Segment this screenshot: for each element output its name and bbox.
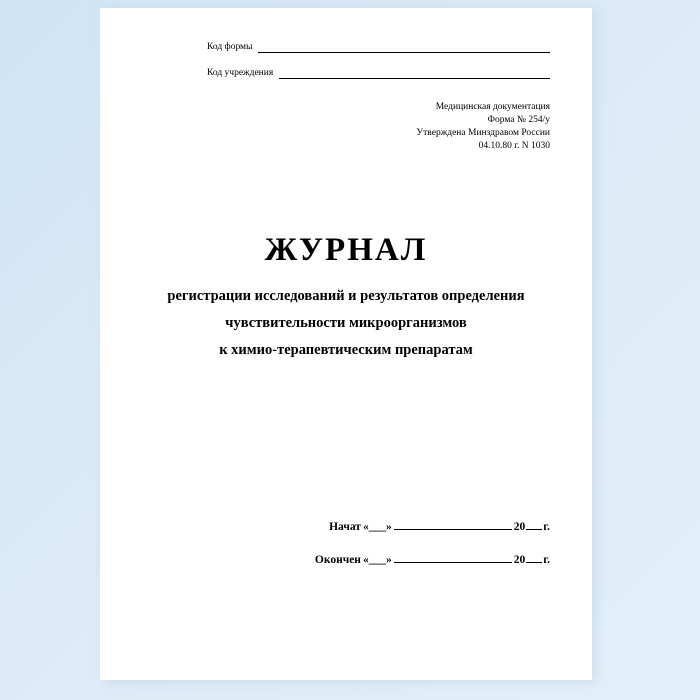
subtitle-line-3: к химио-терапевтическим препаратам — [219, 342, 473, 358]
document-page — [100, 8, 592, 680]
ministry-line-3: Утверждена Минздравом России — [416, 128, 550, 138]
date-started-suffix: г. — [543, 521, 550, 533]
page-subtitle — [142, 283, 550, 364]
date-row-started — [142, 518, 550, 533]
date-started-year: 20 — [513, 521, 526, 533]
ministry-line-4: 04.10.80 г. N 1030 — [478, 141, 550, 151]
date-started-year-rule[interactable] — [526, 518, 542, 530]
date-row-finished — [142, 551, 550, 566]
code-form-label: Код формы — [207, 42, 253, 52]
code-row-institution — [142, 68, 550, 79]
date-finished-label: Окончен — [314, 554, 361, 566]
date-fields — [142, 518, 550, 584]
ministry-line-1: Медицинская документация — [435, 102, 550, 112]
page-title: ЖУРНАЛ — [264, 232, 428, 268]
code-fields — [142, 42, 550, 79]
title-area — [142, 231, 550, 364]
code-institution-label: Код учреждения — [207, 68, 274, 78]
date-finished-year: 20 — [513, 554, 526, 566]
date-finished-suffix: г. — [543, 554, 550, 566]
ministry-line-2: Форма № 254/у — [487, 115, 550, 125]
code-institution-rule[interactable] — [279, 68, 550, 79]
date-finished-day[interactable]: «___» — [362, 554, 392, 566]
subtitle-line-2: чувствительности микроорганизмов — [225, 315, 467, 331]
code-row-form — [142, 42, 550, 53]
date-finished-month-rule[interactable] — [394, 551, 512, 563]
code-form-rule[interactable] — [258, 42, 550, 53]
date-started-label: Начат — [329, 521, 361, 533]
subtitle-line-1: регистрации исследований и результатов определения — [167, 288, 525, 304]
ministry-block — [142, 101, 550, 153]
date-started-month-rule[interactable] — [394, 518, 512, 530]
date-finished-year-rule[interactable] — [526, 551, 542, 563]
date-started-day[interactable]: «___» — [362, 521, 392, 533]
